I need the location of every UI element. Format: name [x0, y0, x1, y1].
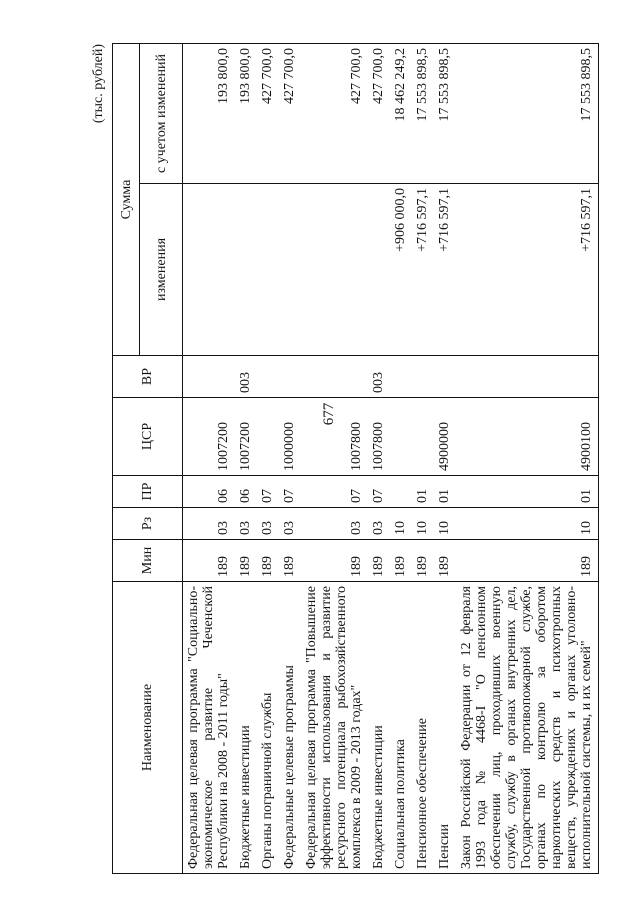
cell-changes [301, 184, 368, 356]
cell-pr: 01 [456, 476, 599, 508]
cell-total: 18 462 249,2 [390, 44, 412, 184]
cell-changes [257, 184, 279, 356]
cell-name: Федеральные целевые программы [279, 582, 301, 874]
cell-total: 17 553 898,5 [412, 44, 434, 184]
cell-total: 427 700,0 [301, 44, 368, 184]
cell-name: Бюджетные инвестиции [368, 582, 390, 874]
cell-vr [390, 356, 412, 398]
cell-min: 189 [279, 540, 301, 582]
cell-min: 189 [434, 540, 456, 582]
header-min: Мин [113, 540, 183, 582]
cell-vr [257, 356, 279, 398]
cell-name: Социальная политика [390, 582, 412, 874]
cell-pr: 06 [235, 476, 257, 508]
cell-name: Пенсии [434, 582, 456, 874]
cell-vr [412, 356, 434, 398]
cell-changes: +716 597,1 [456, 184, 599, 356]
cell-rz: 03 [235, 508, 257, 540]
cell-min: 189 [183, 540, 236, 582]
header-rz: Рз [113, 508, 183, 540]
cell-pr: 07 [257, 476, 279, 508]
cell-csr: 1007200 [235, 398, 257, 476]
cell-total: 193 800,0 [183, 44, 236, 184]
unit-note: (тыс. рублей) [91, 44, 106, 124]
cell-csr: 1007800 [301, 398, 368, 476]
cell-name: Закон Российской Федерации от 12 февраля 1993 года № 4468-I "О пенсионном обеспечении лиц, проходивших военную службу, службу в органах внутренних дел, Государственной противопожарной службе, органах по контролю за оборотом наркотических средств и психотропных веществ, учреждениях и органах уголовно-исполнительной системы, и их семей" [456, 582, 599, 874]
cell-changes [368, 184, 390, 356]
cell-rz: 03 [183, 508, 236, 540]
header-name: Наименование [113, 582, 183, 874]
cell-pr: 06 [183, 476, 236, 508]
cell-min: 189 [235, 540, 257, 582]
page-number: 677 [321, 402, 337, 426]
cell-rz: 10 [412, 508, 434, 540]
cell-name: Органы пограничной службы [257, 582, 279, 874]
header-with-changes: с учетом изменений [140, 44, 183, 184]
table-row [412, 44, 434, 874]
header-pr: ПР [113, 476, 183, 508]
cell-changes: +716 597,1 [412, 184, 434, 356]
cell-pr: 07 [368, 476, 390, 508]
cell-changes [279, 184, 301, 356]
table-row [257, 44, 279, 874]
table-row [183, 44, 236, 874]
table-row [456, 44, 599, 874]
cell-changes [235, 184, 257, 356]
cell-pr: 01 [412, 476, 434, 508]
cell-changes: +906 000,0 [390, 184, 412, 356]
cell-csr: 4900100 [456, 398, 599, 476]
cell-name: Пенсионное обеспечение [412, 582, 434, 874]
cell-vr [183, 356, 236, 398]
cell-name: Федеральная целевая программа "Повышение эффективности использования и развитие ресурсного потенциала рыбохозяйственного комплекса в 2009 - 2013 годах" [301, 582, 368, 874]
cell-total: 427 700,0 [257, 44, 279, 184]
cell-csr: 4900000 [434, 398, 456, 476]
cell-min: 189 [456, 540, 599, 582]
header-csr: ЦСР [113, 398, 183, 476]
cell-name: Федеральная целевая программа "Социально-экономическое развитие Чеченской Республики на 2008 - 2011 годы" [183, 582, 236, 874]
cell-rz: 10 [456, 508, 599, 540]
cell-rz: 10 [434, 508, 456, 540]
cell-rz: 03 [257, 508, 279, 540]
cell-rz: 10 [390, 508, 412, 540]
cell-vr [456, 356, 599, 398]
table-row [301, 44, 368, 874]
cell-csr [390, 398, 412, 476]
cell-total: 17 553 898,5 [456, 44, 599, 184]
cell-min: 189 [368, 540, 390, 582]
cell-pr: 07 [279, 476, 301, 508]
cell-pr: 07 [301, 476, 368, 508]
cell-total: 193 800,0 [235, 44, 257, 184]
cell-rz: 03 [368, 508, 390, 540]
table-row [390, 44, 412, 874]
cell-vr: 003 [368, 356, 390, 398]
table-row [235, 44, 257, 874]
cell-min: 189 [390, 540, 412, 582]
cell-total: 427 700,0 [368, 44, 390, 184]
cell-csr [257, 398, 279, 476]
header-row-top [113, 44, 140, 874]
cell-changes [183, 184, 236, 356]
table-row [279, 44, 301, 874]
cell-vr: 003 [235, 356, 257, 398]
cell-csr: 1007800 [368, 398, 390, 476]
cell-csr: 1007200 [183, 398, 236, 476]
table-header [113, 44, 183, 874]
header-changes: изменения [140, 184, 183, 356]
cell-vr [434, 356, 456, 398]
cell-total: 427 700,0 [279, 44, 301, 184]
table-row [434, 44, 456, 874]
budget-table [112, 43, 599, 874]
cell-rz: 03 [301, 508, 368, 540]
cell-total: 17 553 898,5 [434, 44, 456, 184]
table-body [183, 44, 599, 874]
cell-name: Бюджетные инвестиции [235, 582, 257, 874]
cell-min: 189 [412, 540, 434, 582]
header-vr: ВР [113, 356, 183, 398]
cell-changes: +716 597,1 [434, 184, 456, 356]
cell-pr: 01 [434, 476, 456, 508]
cell-min: 189 [257, 540, 279, 582]
cell-pr [390, 476, 412, 508]
rotated-page-content [90, 44, 630, 874]
cell-csr: 1000000 [279, 398, 301, 476]
cell-vr [301, 356, 368, 398]
cell-rz: 03 [279, 508, 301, 540]
header-sum: Сумма [113, 44, 140, 356]
cell-min: 189 [301, 540, 368, 582]
cell-csr [412, 398, 434, 476]
cell-vr [279, 356, 301, 398]
table-row [368, 44, 390, 874]
